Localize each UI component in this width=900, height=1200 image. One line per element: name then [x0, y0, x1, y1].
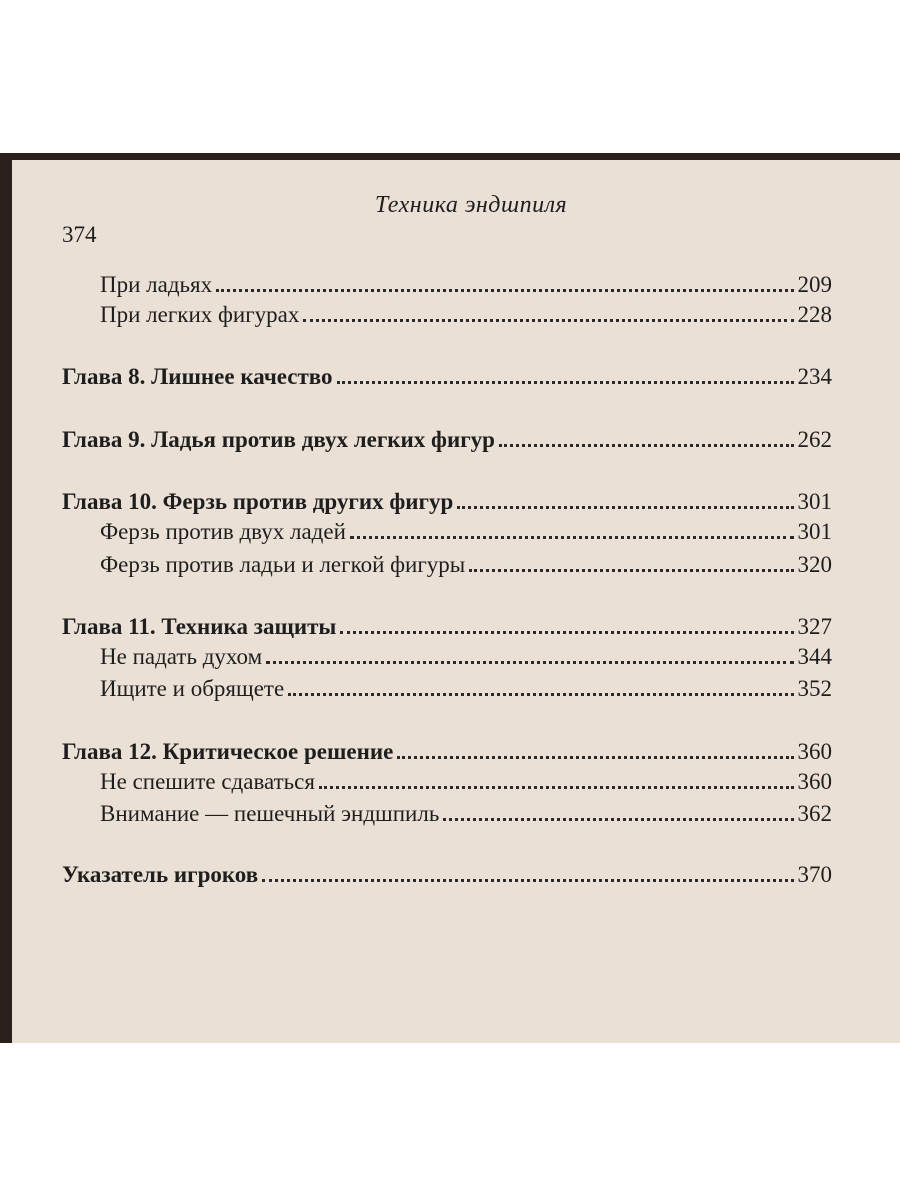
- dot-leader: [288, 692, 793, 696]
- toc-entry: [62, 270, 832, 300]
- toc-entry-page: 228: [797, 302, 832, 327]
- toc-entry-page: 352: [797, 676, 832, 701]
- toc-entry-title: Глава 9. Ладья против двух легких фигур: [62, 427, 495, 452]
- toc-entry-title: Глава 8. Лишнее качество: [62, 364, 333, 389]
- toc-entry-page: 360: [797, 769, 832, 794]
- dot-leader: [397, 755, 793, 759]
- toc-entry-page: 209: [797, 272, 832, 297]
- toc-chapter: [62, 487, 832, 517]
- toc-entry-title: Указатель игроков: [62, 862, 259, 887]
- toc-entry: [62, 550, 832, 580]
- toc-chapter: [62, 425, 832, 455]
- dot-leader: [262, 878, 793, 882]
- toc-entry: [62, 674, 832, 704]
- dot-leader: [216, 288, 793, 292]
- toc-entry-page: 320: [797, 552, 832, 577]
- toc-entry-page: 370: [797, 862, 832, 887]
- toc-entry-title: Ферзь против двух ладей: [100, 519, 346, 544]
- dot-leader: [499, 443, 794, 447]
- toc-entry-page: 344: [797, 644, 832, 669]
- dot-leader: [303, 318, 793, 322]
- toc-entry-page: 234: [797, 364, 832, 389]
- toc-chapter: [62, 860, 832, 890]
- book-page: [12, 160, 900, 1043]
- toc-entry-title: Ферзь против ладьи и легкой фигуры: [100, 552, 466, 577]
- toc-entry: [62, 767, 832, 797]
- dot-leader: [340, 630, 793, 634]
- dot-leader: [337, 380, 794, 384]
- toc-entry-title: Не спешите сдаваться: [100, 769, 315, 794]
- dot-leader: [350, 535, 794, 539]
- toc-entry-title: Глава 11. Техника защиты: [62, 614, 337, 639]
- toc-entry-title: Ищите и обрящете: [100, 676, 285, 701]
- dot-leader: [457, 505, 793, 509]
- toc-entry-title: Глава 10. Ферзь против других фигур: [62, 489, 454, 514]
- toc-chapter: [62, 612, 832, 642]
- toc-entry: [62, 642, 832, 672]
- toc-entry-page: 262: [797, 427, 832, 452]
- dot-leader: [443, 817, 793, 821]
- toc-entry-page: 327: [797, 614, 832, 639]
- toc-entry-page: 301: [797, 489, 832, 514]
- toc-entry-page: 301: [797, 519, 832, 544]
- toc-chapter: [62, 362, 832, 392]
- toc-entry: [62, 799, 832, 829]
- dot-leader: [469, 568, 793, 572]
- toc-chapter: [62, 737, 832, 767]
- toc-entry-page: 360: [797, 739, 832, 764]
- page-number: 374: [62, 222, 97, 247]
- toc-entry-page: 362: [797, 801, 832, 826]
- running-head: Техника эндшпиля: [374, 192, 568, 218]
- toc-entry-title: При ладьях: [100, 272, 213, 297]
- toc-entry-title: При легких фигурах: [100, 302, 300, 327]
- dot-leader: [319, 785, 794, 789]
- toc-entry: [62, 300, 832, 330]
- toc-entry-title: Не падать духом: [100, 644, 263, 669]
- toc-entry: [62, 517, 832, 547]
- toc-entry-title: Глава 12. Критическое решение: [62, 739, 394, 764]
- dot-leader: [266, 660, 793, 664]
- toc-entry-title: Внимание — пешечный эндшпиль: [100, 801, 440, 826]
